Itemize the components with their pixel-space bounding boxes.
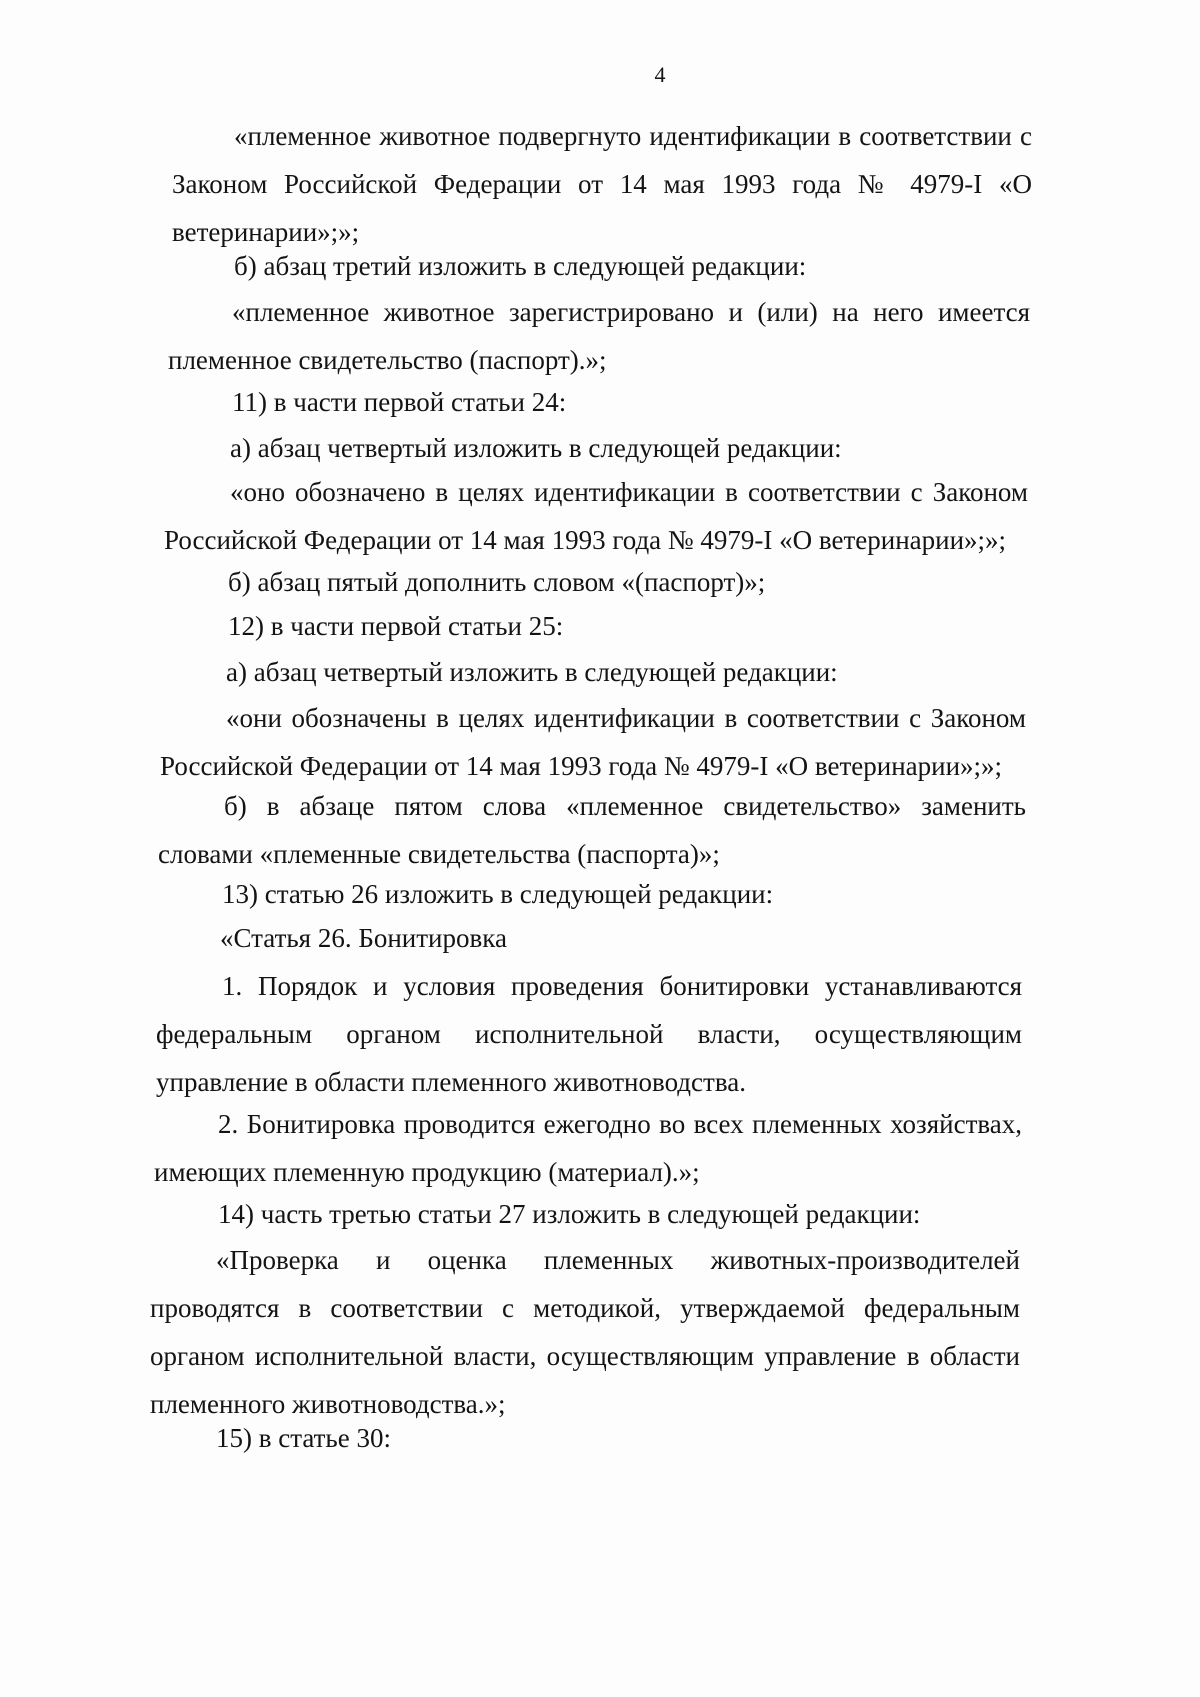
paragraph: 14) часть третью статьи 27 изложить в следующей редакции: (218, 1199, 921, 1229)
paragraph: 13) статью 26 изложить в следующей редакции: (222, 879, 774, 909)
paragraph: 12) в части первой статьи 25: (228, 611, 564, 641)
paragraph: 11) в части первой статьи 24: (232, 387, 567, 417)
paragraph: б) в абзаце пятом слова «племенное свидетельство» заменить словами «племенные свидетельства (паспорта)»; (158, 791, 1026, 869)
paragraph: «они обозначены в целях идентификации в соответствии с Законом Российской Федерации от 14 мая 1993 года № 4979-I «О ветеринарии»;»; (160, 703, 1026, 781)
page-number: 4 (654, 62, 666, 87)
paragraph: «племенное животное подвергнуто идентификации в соответствии с Законом Российской Федерации от 14 мая 1993 года № 4979-I «О ветеринарии»;»; (172, 121, 1032, 247)
paragraph: б) абзац пятый дополнить словом «(паспорт)»; (228, 567, 766, 597)
paragraph: 1. Порядок и условия проведения бонитировки устанавливаются федеральным органом исполнительной власти, осуществляющим управление в области племенного животноводства. (156, 971, 1022, 1097)
paragraph: 2. Бонитировка проводится ежегодно во всех племенных хозяйствах, имеющих племенную продукцию (материал).»; (154, 1109, 1022, 1187)
paragraph: а) абзац четвертый изложить в следующей редакции: (226, 657, 838, 687)
paragraph: 15) в статье 30: (216, 1423, 391, 1453)
paragraph: а) абзац четвертый изложить в следующей редакции: (230, 433, 842, 463)
paragraph: «племенное животное зарегистрировано и (или) на него имеется племенное свидетельство (паспорт).»; (168, 297, 1030, 375)
paragraph: «оно обозначено в целях идентификации в соответствии с Законом Российской Федерации от 14 мая 1993 года № 4979-I «О ветеринарии»;»; (164, 477, 1028, 555)
paragraph: «Проверка и оценка племенных животных-производителей проводятся в соответствии с методикой, утверждаемой федеральным органом исполнительной власти, осуществляющим управление в области племенного животноводства.»; (150, 1245, 1020, 1419)
paragraph: б) абзац третий изложить в следующей редакции: (234, 251, 807, 281)
paragraph: «Статья 26. Бонитировка (220, 923, 507, 953)
